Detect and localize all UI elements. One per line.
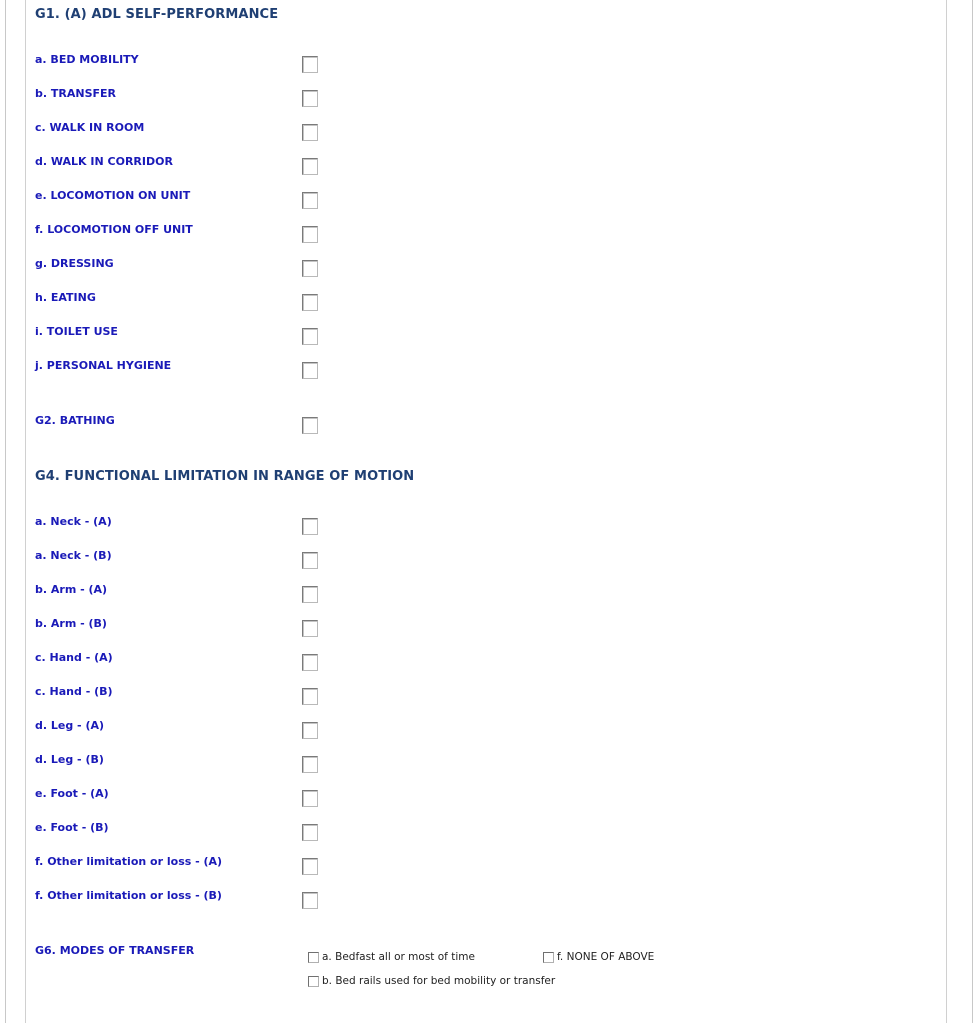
g4-checkbox-foot-b[interactable] [302, 824, 318, 841]
g1-label-walk-in-room: c. WALK IN ROOM [35, 121, 145, 134]
g4-checkbox-arm-b[interactable] [302, 620, 318, 637]
g6-option-bed-rails-label: b. Bed rails used for bed mobility or transfer [322, 975, 556, 987]
g1-checkbox-locomotion-off-unit[interactable] [302, 226, 318, 243]
g1-label-walk-in-corridor: d. WALK IN CORRIDOR [35, 155, 173, 168]
g1-label-transfer: b. TRANSFER [35, 87, 116, 100]
g6-option-none-of-above[interactable] [543, 951, 654, 963]
g1-checkbox-personal-hygiene[interactable] [302, 362, 318, 379]
g1-checkbox-walk-in-corridor[interactable] [302, 158, 318, 175]
g4-label-neck-b: a. Neck - (B) [35, 549, 112, 562]
g4-checkbox-other-a[interactable] [302, 858, 318, 875]
g4-checkbox-foot-a[interactable] [302, 790, 318, 807]
g1-label-bed-mobility: a. BED MOBILITY [35, 53, 139, 66]
g1-checkbox-eating[interactable] [302, 294, 318, 311]
g1-label-toilet-use: i. TOILET USE [35, 325, 118, 338]
form-inner-frame [25, 0, 947, 1023]
g1-label-locomotion-off-unit: f. LOCOMOTION OFF UNIT [35, 223, 193, 236]
g6-checkbox-bedfast[interactable] [308, 952, 319, 963]
g6-checkbox-none-of-above[interactable] [543, 952, 554, 963]
g6-checkbox-bed-rails[interactable] [308, 976, 319, 987]
g6-option-bedfast-label: a. Bedfast all or most of time [322, 951, 475, 963]
g1-section-title: G1. (A) ADL SELF-PERFORMANCE [35, 7, 279, 22]
g6-label-modes-of-transfer: G6. MODES OF TRANSFER [35, 944, 195, 957]
g4-label-hand-a: c. Hand - (A) [35, 651, 113, 664]
g4-label-hand-b: c. Hand - (B) [35, 685, 113, 698]
g1-checkbox-locomotion-on-unit[interactable] [302, 192, 318, 209]
g4-checkbox-leg-b[interactable] [302, 756, 318, 773]
g4-label-leg-a: d. Leg - (A) [35, 719, 105, 732]
g4-checkbox-neck-b[interactable] [302, 552, 318, 569]
g4-label-arm-a: b. Arm - (A) [35, 583, 108, 596]
g4-label-arm-b: b. Arm - (B) [35, 617, 107, 630]
g4-checkbox-hand-a[interactable] [302, 654, 318, 671]
g1-label-personal-hygiene: j. PERSONAL HYGIENE [35, 359, 172, 372]
g1-label-eating: h. EATING [35, 291, 96, 304]
g4-label-neck-a: a. Neck - (A) [35, 515, 112, 528]
g4-checkbox-neck-a[interactable] [302, 518, 318, 535]
g4-label-other-a: f. Other limitation or loss - (A) [35, 855, 223, 868]
g6-option-bedfast[interactable] [308, 951, 475, 963]
g1-checkbox-bed-mobility[interactable] [302, 56, 318, 73]
g6-option-bed-rails[interactable] [308, 975, 555, 987]
g1-label-locomotion-on-unit: e. LOCOMOTION ON UNIT [35, 189, 191, 202]
g1-label-dressing: g. DRESSING [35, 257, 114, 270]
g1-checkbox-toilet-use[interactable] [302, 328, 318, 345]
g4-checkbox-leg-a[interactable] [302, 722, 318, 739]
g1-checkbox-walk-in-room[interactable] [302, 124, 318, 141]
g4-section-title: G4. FUNCTIONAL LIMITATION IN RANGE OF MOTION [35, 469, 415, 484]
g2-checkbox-bathing[interactable] [302, 417, 318, 434]
g6-option-none-of-above-label: f. NONE OF ABOVE [557, 951, 655, 963]
g4-checkbox-other-b[interactable] [302, 892, 318, 909]
g4-label-foot-b: e. Foot - (B) [35, 821, 109, 834]
g4-checkbox-hand-b[interactable] [302, 688, 318, 705]
g4-label-leg-b: d. Leg - (B) [35, 753, 104, 766]
g1-checkbox-dressing[interactable] [302, 260, 318, 277]
g4-label-other-b: f. Other limitation or loss - (B) [35, 889, 222, 902]
g4-checkbox-arm-a[interactable] [302, 586, 318, 603]
g4-label-foot-a: e. Foot - (A) [35, 787, 109, 800]
g2-label-bathing: G2. BATHING [35, 414, 115, 427]
g1-checkbox-transfer[interactable] [302, 90, 318, 107]
